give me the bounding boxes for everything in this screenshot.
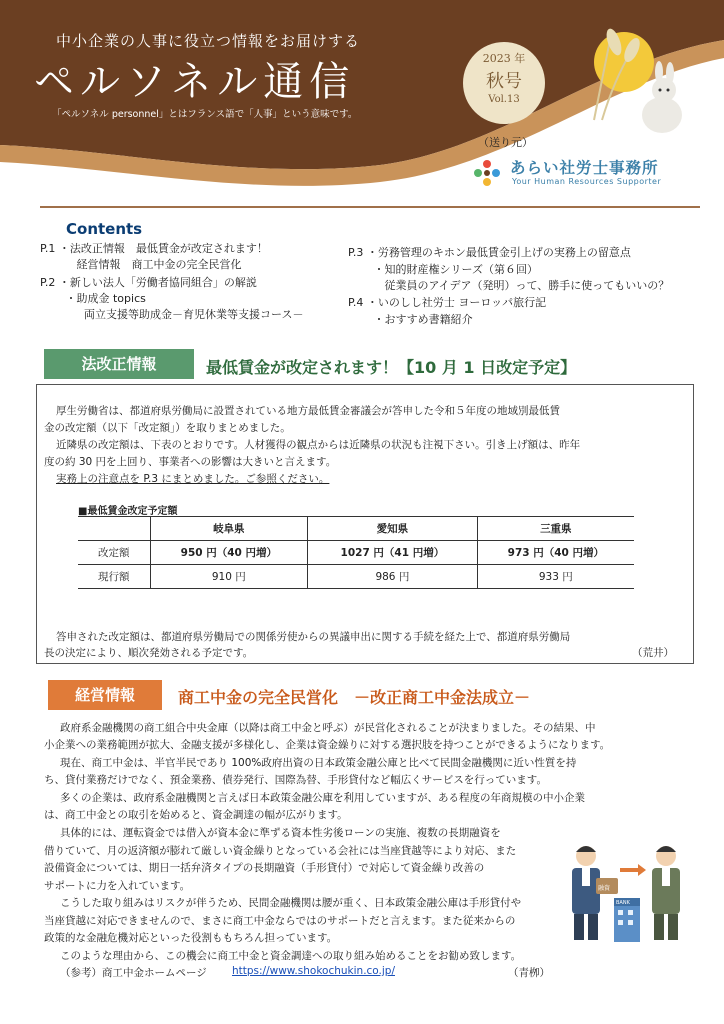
section-tag-business: 経営情報 xyxy=(48,680,162,710)
toc-line: ・おすすめ書籍紹介 xyxy=(348,313,473,326)
table-row xyxy=(78,541,634,565)
paragraph-line: このような理由から、この機会に商工中金と資金調達への取り組み始めることをお勧め致します。 xyxy=(60,950,522,962)
reference-label: （参考）商工中金ホームページ xyxy=(60,967,207,979)
moon-rabbit-illustration xyxy=(574,20,694,140)
table-corner xyxy=(78,517,150,541)
firm-logo-icon xyxy=(470,156,504,190)
wage-table-title: ■最低賃金改定予定額 xyxy=(78,506,178,517)
toc-line: 経営情報 商工中金の完全民営化 xyxy=(40,258,242,271)
section-title-law: 最低賃金が改定されます！【10 月 1 日改定予定】 xyxy=(206,358,577,377)
issue-volume: Vol.13 xyxy=(488,94,520,105)
paragraph-line: 金の改定額（以下「改定額」）を取りまとめました。 xyxy=(44,422,291,434)
firm-subtitle: Your Human Resources Supporter xyxy=(512,177,662,186)
table-cell: 950 円（40 円増） xyxy=(150,541,308,565)
business-people-illustration xyxy=(558,838,698,948)
issue-badge xyxy=(463,42,545,124)
table-row-label: 改定額 xyxy=(78,541,150,565)
header xyxy=(0,0,724,200)
issue-year: 2023 年 xyxy=(482,52,526,65)
paragraph-line: 具体的には、運転資金では借入が資本金に準ずる資本性劣後ローンの実施、複数の長期融資を xyxy=(60,827,501,839)
paragraph-line: 政策的な金融危機対応といった役割ももちろん担っています。 xyxy=(44,932,338,944)
illustration-label: 融資 xyxy=(598,885,611,892)
paragraph-line: こうした取り組みはリスクが伴うため、民間金融機関は腰が重く、日本政策金融公庫は手形貸付や xyxy=(60,897,522,909)
paragraph-line: 厚生労働省は、都道府県労働局に設置されている地方最低賃金審議会が答申した令和５年度の地域別最低賃 xyxy=(56,405,560,417)
paragraph-line: 当座貸越に対応できませんので、まさに商工中金ならではのサポートだと言えます。また従来からの xyxy=(44,915,516,927)
paragraph-line: 近隣県の改定額は、下表のとおりです。人材獲得の観点からは近隣県の状況も注視下さい。引き上げ額は、昨年 xyxy=(56,439,581,451)
bank-sign: BANK xyxy=(616,900,630,906)
table-cell: 1027 円（41 円増） xyxy=(308,541,477,565)
paragraph-line: 設備資金については、期日一括弁済タイプの長期融資（手形貸付）で対応して資金繰り改善の xyxy=(44,862,485,874)
paragraph-line: 度の約 30 円を上回り、事業者への影響は大きいと言えます。 xyxy=(44,456,337,468)
paragraph-line: 長の決定により、順次発効される予定です。 xyxy=(44,647,254,659)
table-row xyxy=(78,565,634,589)
table-cell: 933 円 xyxy=(477,565,634,589)
paragraph-line: 借りていて、月の返済額が膨れて厳しい資金繰りとなっている会社には当座貸越等により対応、また xyxy=(44,845,517,857)
wage-table xyxy=(78,516,634,589)
table-column-header: 岐阜県 xyxy=(150,517,308,541)
firm-name: あらい社労士事務所 xyxy=(510,159,659,177)
toc-line: P.2 ・新しい法人「労働者協同組合」の解説 xyxy=(40,276,257,289)
shokochukin-link[interactable]: https://www.shokochukin.co.jp/ xyxy=(232,965,395,977)
paragraph-line: は、商工中金との取引を始めると、資金調達の幅が広がります。 xyxy=(44,809,348,821)
table-cell: 973 円（40 円増） xyxy=(477,541,634,565)
paragraph-line: 政府系金融機関の商工組合中央金庫（以降は商工中金と呼ぶ）が民営化されることが決まりました。その結果、中 xyxy=(60,722,596,734)
toc-line: 従業員のアイデア（発明）って、勝手に使ってもいいの？ xyxy=(348,279,670,292)
table-header-row xyxy=(78,517,634,541)
paragraph-line: 答申された改定額は、都道府県労働局での関係労使からの異議申出に関する手続を経た上で、都道府県労働局 xyxy=(56,631,571,643)
author-credit: （青栁） xyxy=(508,967,550,979)
paragraph-line: 小企業への業務範囲が拡大、金融支援が多様化し、企業は資金繰りに対する選択肢を持つことができるようになります。 xyxy=(44,739,611,751)
issue-season: 秋号 xyxy=(486,71,522,92)
toc-line: P.3 ・労務管理のキホン最低賃金引上げの実務上の留意点 xyxy=(348,246,631,259)
toc-line: 両立支援等助成金－育児休業等支援コース－ xyxy=(40,308,304,321)
toc-line: P.4 ・いのしし社労士 ヨーロッパ旅行記 xyxy=(348,296,547,309)
section-tag-law: 法改正情報 xyxy=(44,349,194,379)
table-column-header: 愛知県 xyxy=(308,517,477,541)
table-column-header: 三重県 xyxy=(477,517,634,541)
paragraph-line: ち、貸付業務だけでなく、預金業務、債券発行、国際為替、手形貸付など幅広くサービスを行っています。 xyxy=(44,774,547,786)
paragraph-line-note: 実務上の注意点を P.3 にまとめました。ご参照ください。 xyxy=(56,473,330,485)
firm-block xyxy=(470,156,700,190)
paragraph-line: サポートに力を入れています。 xyxy=(44,880,191,892)
sender-label: （送り元） xyxy=(478,136,533,149)
section-title-business: 商工中金の完全民営化 －改正商工中金法成立－ xyxy=(178,688,531,707)
author-credit: （荒井） xyxy=(632,647,674,659)
toc-line: ・助成金 topics xyxy=(40,292,146,305)
paragraph-line: 現在、商工中金は、半官半民であり 100%政府出資の日本政策金融公庫と比べて民間金融機関に近い性質を持 xyxy=(60,757,577,769)
table-cell: 986 円 xyxy=(308,565,477,589)
title-subnote: 「ペルソネル personnel」とはフランス語で「人事」という意味です。 xyxy=(52,109,358,120)
table-cell: 910 円 xyxy=(150,565,308,589)
table-row-label: 現行額 xyxy=(78,565,150,589)
tagline: 中小企業の人事に役立つ情報をお届けする xyxy=(56,32,361,50)
paragraph-line: 多くの企業は、政府系金融機関と言えば日本政策金融公庫を利用していますが、ある程度の年商規模の中小企業 xyxy=(60,792,585,804)
toc-line: ・知的財産権シリーズ（第６回） xyxy=(348,263,538,276)
toc-line: P.1 ・法改正情報 最低賃金が改定されます！ xyxy=(40,242,268,255)
contents xyxy=(40,206,700,328)
newsletter-title: ペルソネル通信 xyxy=(34,59,356,105)
contents-title: Contents xyxy=(66,220,143,238)
